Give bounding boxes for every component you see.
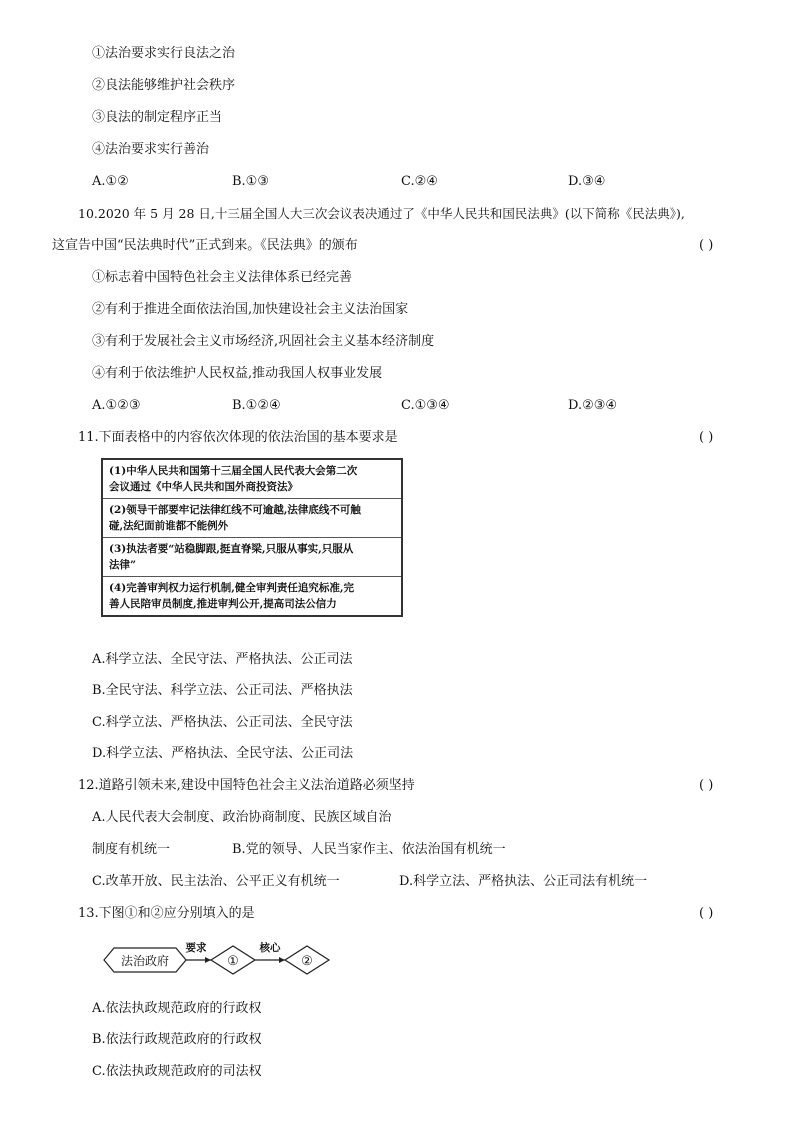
q11-option-a: A.科学立法、全民守法、严格执法、公正司法	[92, 652, 353, 667]
table-cell-line: (2)领导干部要牢记法律红线不可逾越,法律底线不可触	[109, 504, 361, 516]
q10-option-c: C.①③④	[401, 398, 450, 413]
q12-option-b: B.党的领导、人民当家作主、依法治国有机统一	[232, 842, 506, 857]
q12-answer-paren: ( )	[699, 778, 714, 793]
q10-stem-line2: 这宣告中国“民法典时代”正式到来。《民法典》的颁布	[52, 238, 358, 253]
q11-table	[101, 458, 403, 617]
table-cell	[102, 499, 402, 538]
q13-option-a: A.依法执政规范政府的行政权	[92, 1001, 262, 1016]
q9-option-c: C.②④	[401, 174, 438, 189]
q13-option-c: C.依法执政规范政府的司法权	[92, 1064, 262, 1079]
table-cell-line: 碰,法纪面前谁都不能例外	[109, 520, 229, 532]
table-cell-line: 善人民陪审员制度,推进审判公开,提高司法公信力	[109, 598, 337, 610]
q12-option-c: C.改革开放、民主法治、公平正义有机统一	[92, 874, 340, 889]
q11-answer-paren: ( )	[699, 430, 714, 445]
q9-option-b: B.①③	[232, 174, 269, 189]
table-cell-line: 法律”	[109, 559, 137, 571]
table-cell-line: (3)执法者要“站稳脚跟,挺直脊梁,只服从事实,只服从	[109, 543, 354, 555]
q9-option-a: A.①②	[92, 174, 129, 189]
q13-answer-paren: ( )	[699, 906, 714, 921]
q10-item-2: ②有利于推进全面依法治国,加快建设社会主义法治国家	[92, 302, 409, 317]
q12-option-a-line2: 制度有机统一	[92, 842, 171, 857]
q10-item-3: ③有利于发展社会主义市场经济,巩固社会主义基本经济制度	[92, 334, 435, 349]
table-cell	[102, 459, 402, 499]
q12-stem: 12.道路引领未来,建设中国特色社会主义法治道路必须坚持	[78, 778, 415, 793]
table-row	[102, 538, 402, 577]
q13-option-b: B.依法行政规范政府的行政权	[92, 1032, 262, 1047]
diagram-box-2-label: ②	[301, 954, 313, 969]
table-cell-line: (4)完善审判权力运行机制,健全审判责任追究标准,完	[109, 582, 355, 594]
table-cell	[102, 538, 402, 577]
q10-item-1: ①标志着中国特色社会主义法律体系已经完善	[92, 270, 353, 285]
q10-option-d: D.②③④	[568, 398, 618, 413]
q9-item-2: ②良法能够维护社会秩序	[92, 78, 236, 93]
q11-stem: 11.下面表格中的内容依次体现的依法治国的基本要求是	[78, 430, 398, 445]
diagram-box-1-label: ①	[227, 954, 239, 969]
q11-option-d: D.科学立法、严格执法、全民守法、公正司法	[92, 746, 354, 761]
q12-option-a-line1: A.人民代表大会制度、政治协商制度、民族区域自治	[92, 810, 392, 825]
q10-stem-line1: 10.2020 年 5 月 28 日,十三届全国人大三次会议表决通过了《中华人民共和国民法典》(以下简称《民法典》),	[78, 206, 685, 221]
diagram-arrow-1-label: 要求	[185, 942, 207, 954]
q11-option-c: C.科学立法、严格执法、公正司法、全民守法	[92, 715, 353, 730]
q9-item-3: ③良法的制定程序正当	[92, 110, 223, 125]
q13-stem: 13.下图①和②应分别填入的是	[78, 906, 255, 921]
q9-item-4: ④法治要求实行善治	[92, 142, 210, 157]
q10-option-b: B.①②④	[232, 398, 281, 413]
q9-option-d: D.③④	[568, 174, 606, 189]
diagram-arrow-2-label: 核心	[259, 942, 281, 954]
q13-flow-diagram	[98, 937, 334, 987]
table-cell	[102, 577, 402, 617]
table-cell-line: 会议通过《中华人民共和国外商投资法》	[109, 481, 298, 493]
table-row	[102, 577, 402, 617]
q12-option-d: D.科学立法、严格执法、公正司法有机统一	[399, 874, 648, 889]
table-cell-line: (1)中华人民共和国第十三届全国人民代表大会第二次	[109, 465, 358, 477]
q9-item-1: ①法治要求实行良法之治	[92, 46, 236, 61]
table-row	[102, 499, 402, 538]
table-row	[102, 459, 402, 499]
q10-option-a: A.①②③	[92, 398, 141, 413]
q10-answer-paren: ( )	[699, 238, 714, 253]
q11-option-b: B.全民守法、科学立法、公正司法、严格执法	[92, 683, 353, 698]
diagram-start-label: 法治政府	[120, 954, 170, 968]
q10-item-4: ④有利于依法维护人民权益,推动我国人权事业发展	[92, 366, 383, 381]
